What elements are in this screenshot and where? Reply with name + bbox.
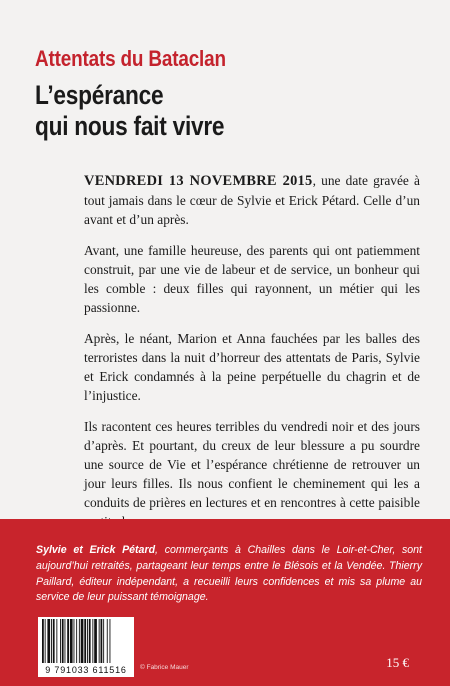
blurb-paragraph-1-rest: , une date gravée à tout jamais dans le cœur de Sylvie et Erick Pétard. Celle d’un avant et d’un après.	[84, 173, 420, 227]
author-names: Sylvie et Erick Pétard	[36, 544, 156, 556]
blurb-date: VENDREDI 13 NOVEMBRE 2015	[84, 173, 313, 189]
barcode-bars	[42, 619, 130, 663]
cover-kicker: Attentats du Bataclan	[35, 46, 226, 71]
book-title	[35, 80, 224, 142]
blurb-paragraph-3: Après, le néant, Marion et Anna fauchées par les balles des terroristes dans la nuit d’horreur des attentats de Paris, Sylvie et Erick condamnés à la peine perpétuelle du chagrin et de l’injustice.	[84, 331, 420, 403]
author-bio-text: , commerçants à Chailles dans le Loir-et-Cher, sont aujourd’hui retraités, partageant leur temps entre le Blésois et la Vendée. Thierry Paillard, éditeur indépendant, a recueilli leurs confidences et mis sa plume au service de leur puissant témoignage.	[36, 544, 422, 604]
book-title-line-2: qui nous fait vivre	[35, 111, 225, 141]
blurb-text	[84, 171, 420, 543]
price: 15 €	[386, 655, 409, 670]
barcode	[38, 617, 134, 677]
photo-credit: © Fabrice Mauer	[140, 664, 189, 671]
blurb-paragraph-4: Ils racontent ces heures terribles du vendredi noir et des jours d’après. Et pourtant, du creux de leur blessure a pu sourdre une source de Vie et l’espérance chrétienne de retrouver un jour leurs filles. Ils nous confient le cheminement qui les a conduits de prières en lectures et en rencontres à cette paisible	[84, 419, 420, 510]
blurb-paragraph-2: Avant, une famille heureuse, des parents qui ont patiemment construit, par une vie de labeur et de service, un bonheur qui les comble : deux filles qui rayonnent, un métier qui les passionne.	[84, 243, 420, 315]
blurb-paragraph-1	[84, 171, 420, 229]
book-title-line-1: L’espérance	[35, 80, 164, 110]
isbn-number: 9 791033 611516	[45, 665, 127, 675]
author-bio	[36, 543, 422, 606]
